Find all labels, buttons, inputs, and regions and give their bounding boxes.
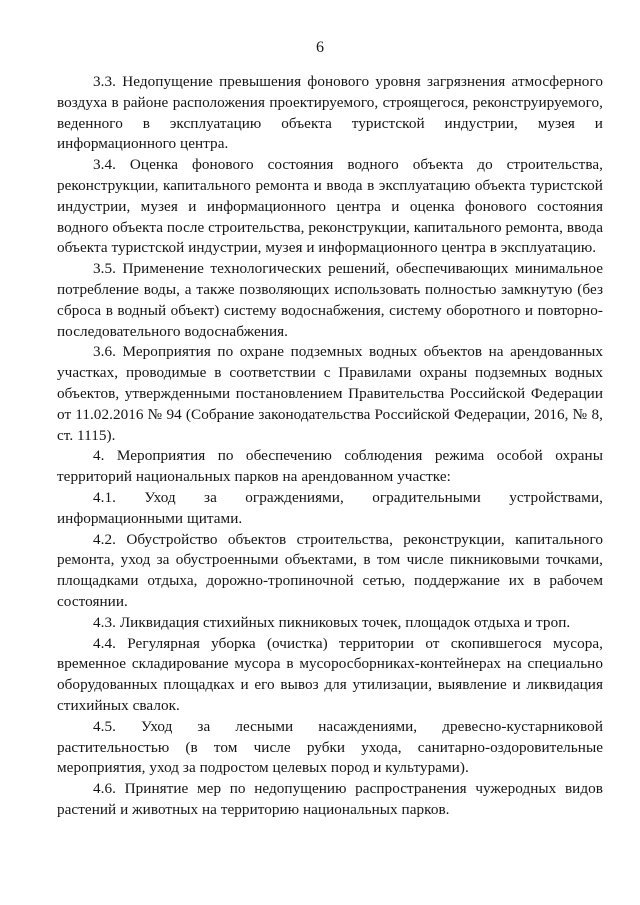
paragraph-4: 4. Мероприятия по обеспечению соблюдения режима особой охраны территорий национальных парков на арендованном участке:	[57, 447, 603, 486]
paragraph-4-5: 4.5. Уход за лесными насаждениями, древесно-кустарниковой растительностью (в том числе рубки ухода, санитарно-оздоровительные мероприятия, уход за подростом целевых пород и культурами).	[57, 717, 603, 777]
paragraph-4-4: 4.4. Регулярная уборка (очистка) территории от скопившегося мусора, временное складирование мусора в мусоросборниках-контейнерах на специально оборудованных площадках и его вывоз для утилизации, выявление и ликвидация стихийных свалок.	[57, 634, 603, 714]
paragraph-4-1: 4.1. Уход за ограждениями, оградительными устройствами, информационными щитами.	[57, 488, 603, 527]
paragraph-4-6: 4.6. Принятие мер по недопущению распространения чужеродных видов растений и животных на территорию национальных парков.	[57, 780, 603, 818]
paragraph-3-6: 3.6. Мероприятия по охране подземных водных объектов на арендованных участках, проводимые в соответствии с Правилами охраны подземных водных объектов, утвержденными постановлением Правительства Российской Федерации от 11.02.2016 № 94 (Собрание законодательства Российской Федерации, 2016, № 8, ст. 1115).	[57, 343, 603, 444]
document-body	[57, 72, 603, 821]
page-number: 6	[316, 39, 324, 56]
paragraph-3-5: 3.5. Применение технологических решений, обеспечивающих минимальное потребление воды, а также позволяющих использовать полностью замкнутую (без сброса в водный объект) систему водоснабжения, систему оборотного и повторно-последовательного водоснабжения.	[57, 260, 603, 340]
paragraph-4-2: 4.2. Обустройство объектов строительства, реконструкции, капитального ремонта, уход за обустроенными объектами, в том числе пикниковыми точками, площадками отдыха, дорожно-тропиночной сетью, поддержание их в рабочем состоянии.	[57, 530, 603, 610]
paragraph-3-3: 3.3. Недопущение превышения фонового уровня загрязнения атмосферного воздуха в районе расположения проектируемого, строящегося, реконструируемого, веденного в эксплуатацию объекта туристской индустрии, музея и информационного центра.	[57, 73, 603, 153]
paragraph-3-4: 3.4. Оценка фонового состояния водного объекта до строительства, реконструкции, капитального ремонта и ввода в эксплуатацию объекта туристской индустрии, музея и информационного центра и оценка фонового состояния водного объекта после строительства, реконструкции, капитального ремонта, ввода объекта туристской индустрии, музея и информационного центра в эксплуатацию.	[57, 156, 603, 257]
paragraph-4-3: 4.3. Ликвидация стихийных пикниковых точек, площадок отдыха и троп.	[93, 613, 571, 631]
